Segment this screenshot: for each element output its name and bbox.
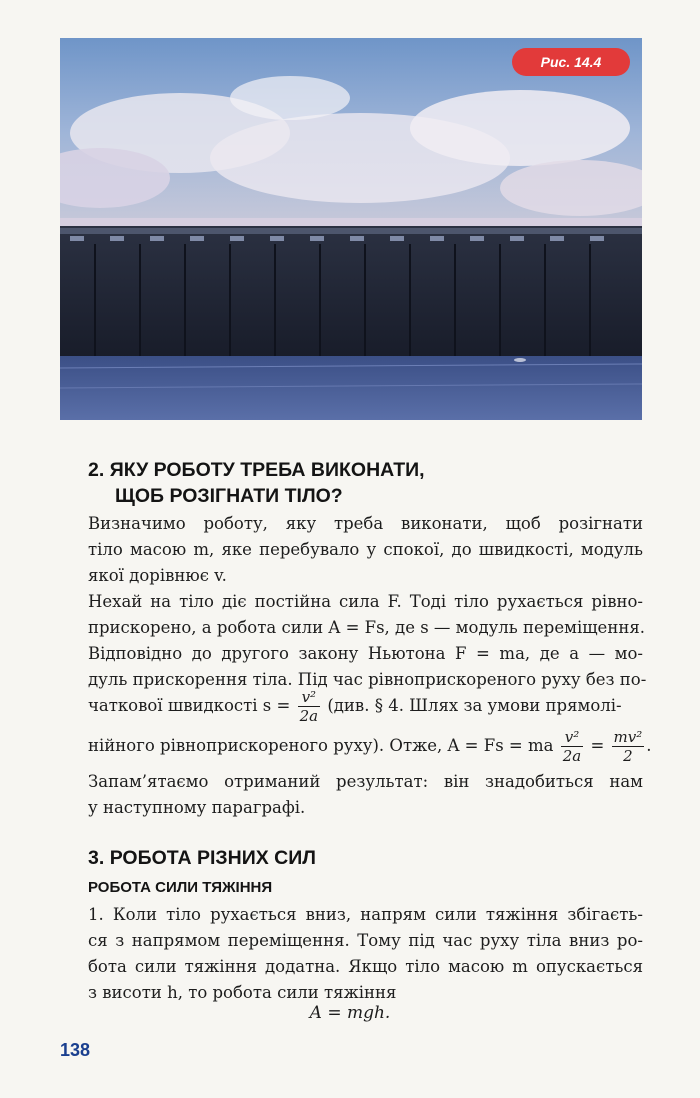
s3-line1: 1. Коли тіло рухається вниз, напрям сили тяжіння збігаєть- bbox=[88, 905, 643, 924]
dam-photo-illustration bbox=[60, 38, 642, 420]
frac1-denominator: 2a bbox=[299, 707, 319, 725]
s2-p1-line1 bbox=[88, 511, 643, 537]
s2-p2-line2: прискорено, а робота сили A = Fs, де s — модуль переміщення. bbox=[88, 618, 645, 637]
section2-title-line2: ЩОБ РОЗІГНАТИ ТІЛО? bbox=[115, 485, 343, 507]
s2-p3-line4-b: = bbox=[590, 736, 605, 755]
frac2-numerator: v² bbox=[561, 728, 584, 747]
s2-p3-line4 bbox=[88, 728, 652, 765]
section3-title: РОБОТА РІЗНИХ СИЛ bbox=[109, 847, 316, 869]
frac3-denominator: 2 bbox=[623, 747, 633, 765]
frac1-numerator: v² bbox=[298, 688, 321, 707]
s2-p2-line1: Нехай на тіло діє постійна сила F. Тоді тіло рухається рівно- bbox=[88, 592, 643, 611]
dam-photo bbox=[60, 38, 642, 420]
formula-work-gravity: A = mgh. bbox=[309, 1003, 391, 1023]
section3-number: 3. bbox=[88, 847, 105, 869]
s2-p1-line2: тіло масою m, яке перебувало у спокої, до швидкості, модуль bbox=[88, 540, 643, 559]
fraction-mv2-over-2 bbox=[612, 728, 645, 765]
s2-p1-line3: якої дорівнює v. bbox=[88, 566, 227, 585]
s3-line4: з висоти h, то робота сили тяжіння bbox=[88, 983, 397, 1002]
s2-p3-line2: дуль прискорення тіла. Під час рівноприскореного руху без по- bbox=[88, 670, 647, 689]
s2-p3-line1: Відповідно до другого закону Ньютона F = ma, де a — мо- bbox=[88, 644, 643, 663]
s2-p3-line3-b: (див. § 4. Шлях за умови прямолі- bbox=[327, 696, 622, 715]
s2-p4-line2: у наступному параграфі. bbox=[88, 798, 306, 817]
frac3-numerator: mv² bbox=[613, 728, 643, 746]
s2-p3-line3-a: чаткової швидкості s = bbox=[88, 696, 291, 715]
s2-p3-line4-a: нійного рівноприскореного руху). Отже, A = Fs = ma bbox=[88, 736, 554, 755]
section2-title-line1: ЯКУ РОБОТУ ТРЕБА ВИКОНАТИ, bbox=[109, 459, 425, 481]
s2-p3-line4-period: . bbox=[646, 736, 652, 755]
s2-p4-line1: Запам’ятаємо отриманий результат: він знадобиться нам bbox=[88, 772, 643, 791]
frac2-denominator: 2a bbox=[562, 747, 582, 765]
fraction-v2-over-2a-second bbox=[561, 728, 584, 765]
section3-heading bbox=[88, 845, 316, 871]
section2-number: 2. bbox=[88, 459, 105, 481]
section3-subtitle: РОБОТА СИЛИ ТЯЖІННЯ bbox=[88, 879, 273, 896]
section2-heading bbox=[88, 457, 425, 509]
s2-p1-line1-text: Визначимо роботу, яку треба виконати, щоб розігнати bbox=[88, 514, 643, 533]
s2-p3-line3 bbox=[88, 688, 643, 725]
figure-label: Рис. 14.4 bbox=[512, 48, 630, 76]
fraction-v2-over-2a bbox=[298, 688, 321, 725]
page-number: 138 bbox=[60, 1040, 91, 1060]
s3-line2: ся з напрямом переміщення. Тому під час руху тіла вниз ро- bbox=[88, 931, 643, 950]
s3-line3: бота сили тяжіння додатна. Якщо тіло масою m опускається bbox=[88, 957, 643, 976]
